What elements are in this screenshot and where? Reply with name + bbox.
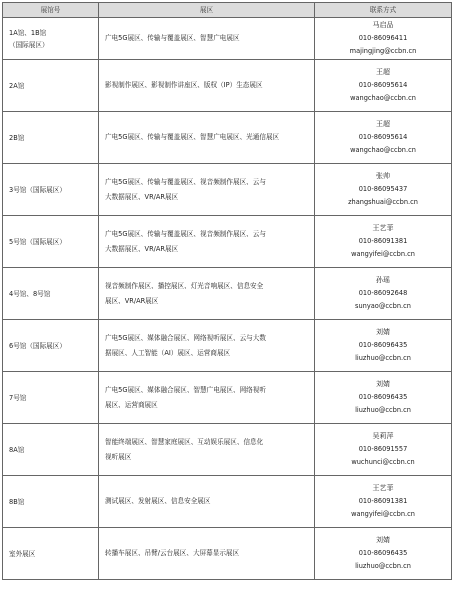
- contact-phone: 010-86096411: [358, 34, 408, 42]
- zone-text: 展区、运营商展区: [105, 400, 158, 409]
- contact-phone: 010-86096435: [358, 341, 408, 349]
- zone-cell: [99, 424, 315, 476]
- contact-cell: [315, 112, 452, 164]
- hall-label: 8A馆: [9, 445, 25, 454]
- zone-cell: [99, 60, 315, 112]
- contact-name: 王超: [376, 120, 390, 128]
- contact-email[interactable]: wangyifei@ccbn.cn: [351, 250, 415, 258]
- hall-label: 3号馆（国际展区）: [9, 185, 66, 194]
- zone-text: 视听展区: [105, 452, 132, 461]
- table-row: [3, 216, 452, 268]
- table-row: [3, 320, 452, 372]
- contact-email[interactable]: liuzhuo@ccbn.cn: [355, 406, 411, 414]
- hall-cell: [3, 528, 99, 580]
- hall-cell: [3, 164, 99, 216]
- zone-cell: [99, 372, 315, 424]
- contact-email[interactable]: majingjing@ccbn.cn: [349, 47, 417, 55]
- contact-name: 孙瑶: [376, 276, 390, 284]
- zone-text: 广电5G展区、传输与覆盖展区、智慧广电展区、光通信展区: [105, 133, 280, 141]
- contact-phone: 010-86095614: [358, 81, 408, 89]
- contact-name: 刘婧: [376, 328, 390, 336]
- hall-label: 5号馆（国际展区）: [9, 237, 66, 246]
- contact-email[interactable]: sunyao@ccbn.cn: [355, 302, 411, 310]
- zone-text: 广电5G展区、媒体融合展区、智慧广电展区、网络视听: [105, 385, 266, 394]
- contact-cell: [315, 476, 452, 528]
- hall-cell: [3, 372, 99, 424]
- table-row: [3, 372, 452, 424]
- table-row: [3, 476, 452, 528]
- zone-text: 视音频制作展区、播控展区、灯光音响展区、信息安全: [105, 281, 264, 290]
- header-contact: 联系方式: [315, 3, 452, 18]
- hall-label: 室外展区: [9, 549, 36, 558]
- contact-name: 王艺菲: [372, 224, 394, 232]
- contact-email[interactable]: wangchao@ccbn.cn: [350, 94, 416, 102]
- zone-cell: [99, 164, 315, 216]
- zone-cell: [99, 18, 315, 60]
- zone-text: 广电5G展区、传输与覆盖展区、智慧广电展区: [105, 34, 240, 42]
- contact-phone: 010-86095614: [358, 133, 408, 141]
- contact-cell: [315, 320, 452, 372]
- contact-cell: [315, 18, 452, 60]
- zone-cell: [99, 112, 315, 164]
- contact-email[interactable]: wangyifei@ccbn.cn: [351, 510, 415, 518]
- hall-label: 2B馆: [9, 133, 25, 142]
- table-row: [3, 60, 452, 112]
- contact-name: 王超: [376, 68, 390, 76]
- hall-cell: [3, 18, 99, 60]
- header-zone: 展区: [99, 3, 315, 18]
- hall-label: 1A馆、1B馆: [9, 28, 47, 37]
- table-row: [3, 112, 452, 164]
- contact-phone: 010-86091557: [358, 445, 408, 453]
- zone-text: 影视制作展区、影视制作讲座区、版权（IP）生态展区: [105, 81, 263, 89]
- zone-text: 展区、VR/AR展区: [105, 296, 159, 305]
- contact-cell: [315, 60, 452, 112]
- contact-phone: 010-86096435: [358, 549, 408, 557]
- zone-text: 广电5G展区、媒体融合展区、网络视听展区、云与大数: [105, 333, 266, 342]
- contact-cell: [315, 424, 452, 476]
- contact-email[interactable]: liuzhuo@ccbn.cn: [355, 354, 411, 362]
- table-row: [3, 528, 452, 580]
- zone-text: 大数据展区、VR/AR展区: [105, 192, 179, 201]
- contact-name: 刘婧: [376, 380, 390, 388]
- contact-name: 马启品: [372, 21, 394, 29]
- contact-email[interactable]: liuzhuo@ccbn.cn: [355, 562, 411, 570]
- hall-label: 4号馆、8号馆: [9, 289, 51, 298]
- zone-cell: [99, 268, 315, 320]
- contact-name: 王艺菲: [372, 484, 394, 492]
- hall-label: 7号馆: [9, 393, 27, 402]
- contact-cell: [315, 268, 452, 320]
- exhibition-contact-table: [2, 2, 452, 580]
- contact-phone: 010-86091381: [358, 497, 408, 505]
- contact-phone: 010-86091381: [358, 237, 408, 245]
- contact-cell: [315, 164, 452, 216]
- hall-cell: [3, 60, 99, 112]
- contact-email[interactable]: zhangshuai@ccbn.cn: [348, 198, 418, 206]
- hall-cell: [3, 424, 99, 476]
- contact-cell: [315, 216, 452, 268]
- contact-name: 刘婧: [376, 536, 390, 544]
- header-hall: 展馆号: [3, 3, 99, 18]
- zone-text: 大数据展区、VR/AR展区: [105, 244, 179, 253]
- zone-cell: [99, 320, 315, 372]
- hall-label: 8B馆: [9, 497, 25, 506]
- table-header-row: [3, 3, 452, 18]
- hall-cell: [3, 268, 99, 320]
- contact-phone: 010-86096435: [358, 393, 408, 401]
- table-row: [3, 268, 452, 320]
- contact-cell: [315, 372, 452, 424]
- zone-text: 转播车展区、吊臂/云台展区、大屏幕显示展区: [105, 549, 240, 557]
- contact-email[interactable]: wuchunci@ccbn.cn: [351, 458, 415, 466]
- table-row: [3, 164, 452, 216]
- contact-name: 张帅: [376, 172, 390, 180]
- contact-cell: [315, 528, 452, 580]
- table-row: [3, 18, 452, 60]
- hall-label: 2A馆: [9, 81, 25, 90]
- hall-cell: [3, 112, 99, 164]
- contact-name: 吴莉萍: [372, 432, 394, 440]
- zone-text: 广电5G展区、传输与覆盖展区、视音频制作展区、云与: [105, 177, 266, 186]
- contact-phone: 010-86092648: [358, 289, 408, 297]
- hall-cell: [3, 476, 99, 528]
- hall-label: 6号馆（国际展区）: [9, 341, 66, 350]
- zone-text: 据展区、人工智能（AI）展区、运营商展区: [105, 348, 231, 357]
- hall-label: （国际展区）: [9, 40, 49, 49]
- zone-cell: [99, 216, 315, 268]
- zone-cell: [99, 476, 315, 528]
- zone-text: 智能终端展区、智慧家庭展区、互动娱乐展区、信息化: [105, 437, 264, 446]
- zone-text: 测试展区、发射展区、信息安全展区: [105, 497, 211, 505]
- hall-cell: [3, 320, 99, 372]
- contact-phone: 010-86095437: [358, 185, 408, 193]
- contact-email[interactable]: wangchao@ccbn.cn: [350, 146, 416, 154]
- zone-text: 广电5G展区、传输与覆盖展区、视音频制作展区、云与: [105, 229, 266, 238]
- hall-cell: [3, 216, 99, 268]
- table-body: [3, 18, 452, 580]
- exhibition-contact-table-container: [2, 2, 451, 580]
- zone-cell: [99, 528, 315, 580]
- table-row: [3, 424, 452, 476]
